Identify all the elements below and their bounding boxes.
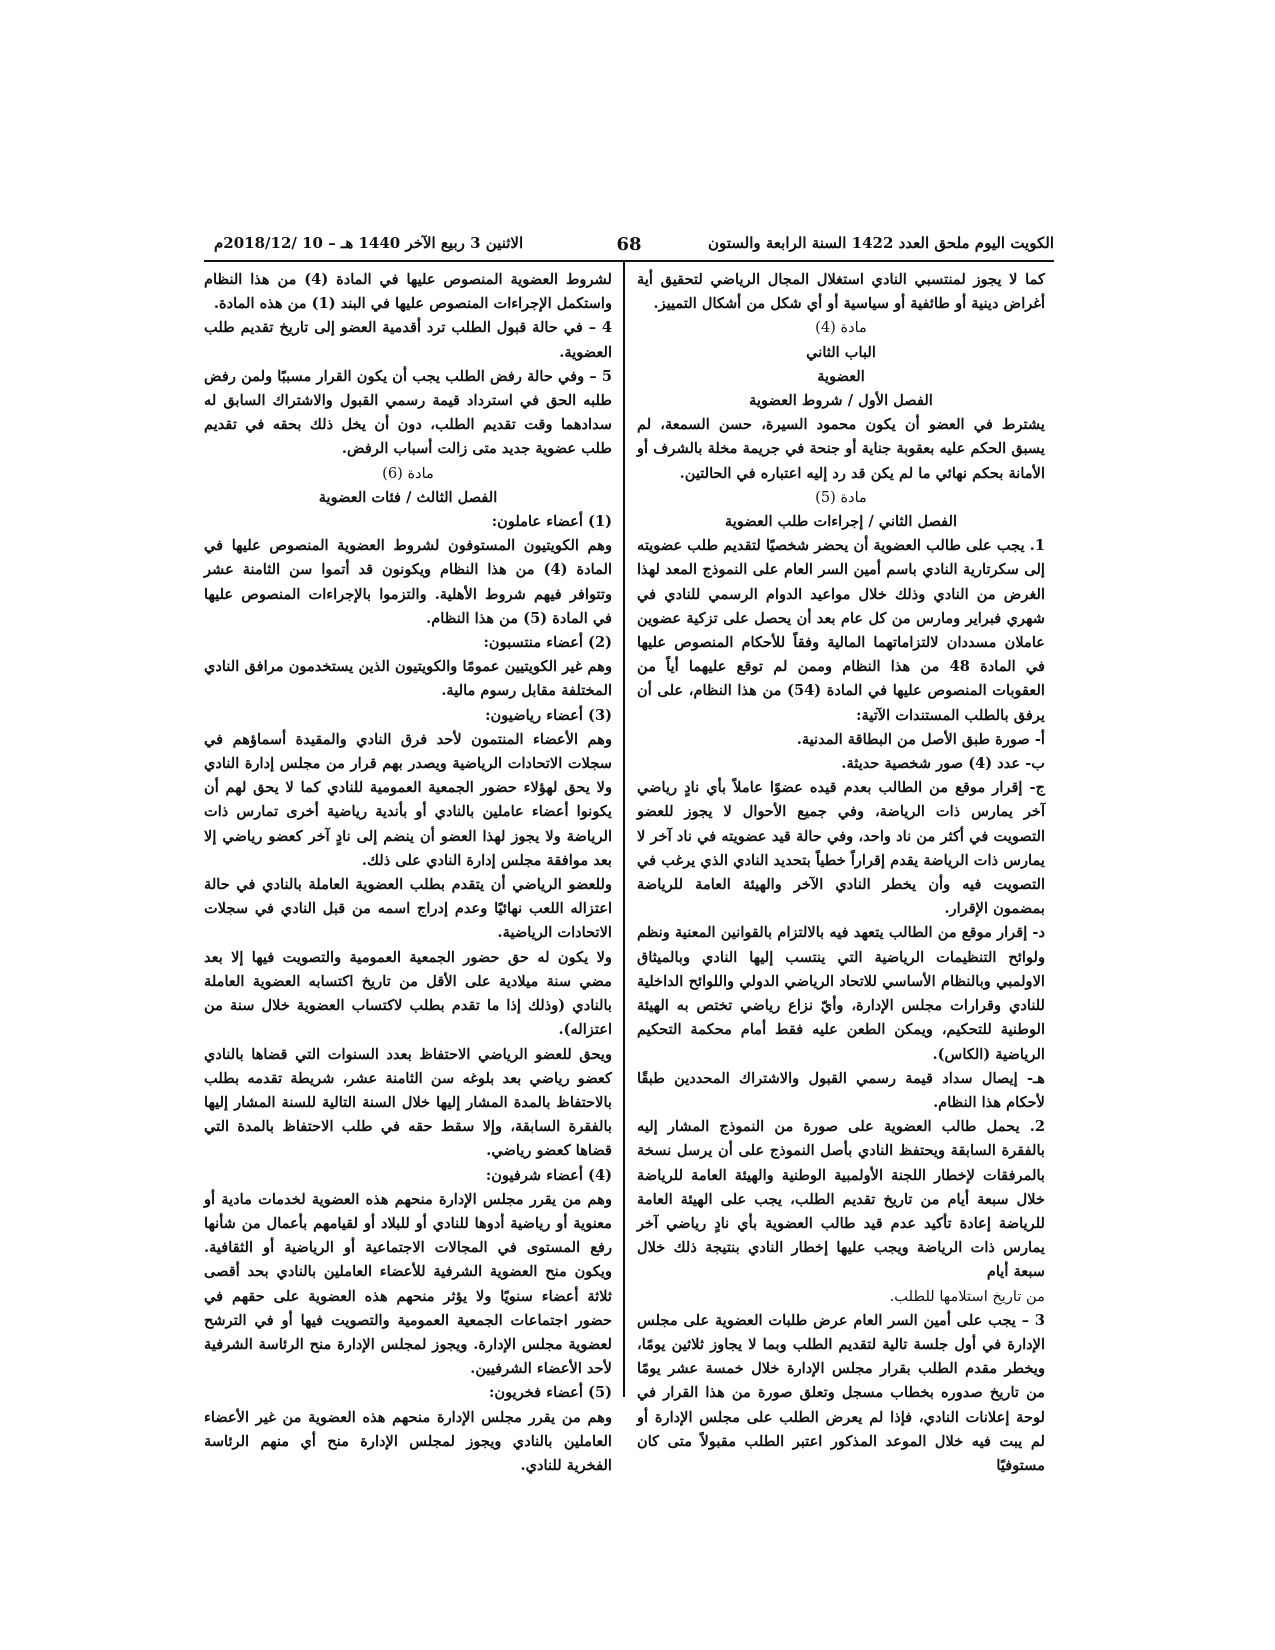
paragraph: 3 – يجب على أمين السر العام عرض طلبات العضوية على مجلس الإدارة في أول جلسة تالية لتقديم الطلب وبما لا يجاوز ثلاثين يومًا، ويخطر مقدم الطلب بقرار مجلس الإدارة خلال خمسة عشر يومًا من تاريخ صدوره بخطاب مسجل وتعلق صورة من هذا القرار في لوحة إعلانات النادي، فإذا لم يعرض الطلب على مجلس الإدارة أو لم يبت فيه خلال الموعد المذكور اعتبر الطلب مقبولاً متى كان مستوفيًا: [637, 1311, 1045, 1474]
left-column: [204, 268, 612, 1478]
paragraph: 5 – وفي حالة رفض الطلب يجب أن يكون القرار مسببًا ولمن رفض طلبه الحق في استرداد قيمة رسمي القبول والاشتراك السابق له سدادهما وقت تقديم الطلب، دون أن يخل ذلك بحقه في تقديم طلب عضوية جديد متى زالت أسباب الرفض.: [204, 367, 612, 458]
paragraph: العضوية: [817, 367, 865, 385]
paragraph: (2) أعضاء منتسبون:: [483, 634, 612, 652]
paragraph: لشروط العضوية المنصوص عليها في المادة (4) من هذا النظام واستكمل الإجراءات المنصوص عليها في البند (1) من هذه المادة.: [204, 271, 613, 313]
paragraph: 4 – في حالة قبول الطلب ترد أقدمية العضو إلى تاريخ تقديم طلب العضوية.: [204, 319, 612, 361]
paragraph: (3) أعضاء رياضيون:: [485, 706, 612, 724]
paragraph: ب- عدد (4) صور شخصية حديثة.: [841, 755, 1045, 773]
page-number: 68: [616, 234, 642, 255]
paragraph: د- إقرار موقع من الطالب يتعهد فيه بالالتزام بالقوانين المعنية ونظم ولوائح التنظيمات الرياضية التي ينتسب إليها النادي وبالميثاق الاولمبي وبالنظام الأساسي للاتحاد الرياضي الدولي واللوائح الداخلية للنادي وقرارات مجلس الإدارة، وأيّ نزاع رياضي تختص به الهيئة الوطنية للتحكيم، ويمكن الطعن عليه فقط أمام محكمة التحكيم الرياضية (الكاس).: [637, 924, 1045, 1063]
paragraph: (1) أعضاء عاملون:: [491, 513, 612, 531]
right-column: [637, 268, 1045, 1478]
paragraph: الفصل الأول / شروط العضوية: [749, 392, 933, 410]
paragraph: (4) أعضاء شرفيون:: [485, 1166, 612, 1184]
paragraph: الفصل الثاني / إجراءات طلب العضوية: [724, 513, 958, 531]
paragraph: كما لا يجوز لمنتسبي النادي استغلال المجال الرياضي لتحقيق أية أغراض دينية أو طائفية أو سياسية أو أي شكل من أشكال التمييز.: [637, 271, 1045, 313]
paragraph: وهم الأعضاء المنتمون لأحد فرق النادي والمقيدة أسماؤهم في سجلات الاتحادات الرياضية ويصدر بهم قرار من مجلس إدارة النادي ولا يحق لهؤلاء حضور الجمعية العمومية للنادي كما لا يحق لهم أن يكونوا أعضاء عاملين بالنادي أو بأندية رياضية أخرى تمارس ذات الرياضة ولا يجوز لهذا العضو أن ينضم إلى نادٍ آخر كعضو رياضي إلا بعد موافقة مجلس إدارة النادي على ذلك.: [204, 730, 612, 869]
paragraph: وهم الكويتيون المستوفون لشروط العضوية المنصوص عليها في المادة (4) من هذا النظام ويكونون قد أتموا سن الثامنة عشر وتتوافر فيهم شروط الأهلية. والتزموا بالإجراءات المنصوص عليها في المادة (5) من هذا النظام.: [204, 537, 613, 627]
header-date: الاثنين 3 ربيع الآخر 1440 هـ – 10 /2018/12م: [214, 234, 524, 252]
page-header: [204, 234, 1054, 260]
paragraph: 2. يحمل طالب العضوية على صورة من النموذج المشار إليه بالفقرة السابقة ويحتفظ النادي بأصل النموذج على أن يرسل نسخة بالمرفقات لإخطار اللجنة الأولمبية الوطنية والهيئة العامة للرياضة خلال سبعة أيام من تاريخ تقديم الطلب، يجب على الهيئة العامة للرياضة إعادة تأكيد عدم قيد طالب العضوية بأي نادٍ رياضي آخر يمارس ذات الرياضة ويجب عليها إخطار النادي بنتيجة ذلك خلال سبعة أيام: [637, 1118, 1045, 1281]
paragraph: يشترط في العضو أن يكون محمود السيرة، حسن السمعة، لم يسبق الحكم عليه بعقوبة جناية أو جنحة في جريمة مخلة بالشرف أو الأمانة بحكم نهائي ما لم يكن قد رد إليه اعتباره في الحالتين.: [637, 416, 1045, 482]
paragraph: مادة (5): [815, 488, 867, 506]
paragraph: ويحق للعضو الرياضي الاحتفاظ بعدد السنوات التي قضاها بالنادي كعضو رياضي بعد بلوغه سن الثامنة عشر، شريطة تقدمه بطلب بالاحتفاظ بالمدة المشار إليها خلال السنة التالية للسنة المشار إليها بالفقرة السابقة، وإلا سقط حقه في طلب الاحتفاظ بالمدة التي قضاها كعضو رياضي.: [204, 1045, 612, 1160]
paragraph: وهم من يقرر مجلس الإدارة منحهم هذه العضوية لخدمات مادية أو معنوية أو رياضية أدوها للنادي أو للبلاد أو لقيامهم بأعمال من شأنها رفع المستوى في المجالات الاجتماعية أو الرياضية أو الثقافية. ويكون منح العضوية الشرفية للأعضاء العاملين بالنادي بحد أقصى ثلاثة أعضاء سنويًا ولا يؤثر منحهم هذه العضوية على حقهم في حضور اجتماعات الجمعية العمومية والتصويت فيها أو في الترشح لعضوية مجلس الإدارة. ويجوز لمجلس الإدارة منح الرئاسة الشرفية لأحد الأعضاء الشرفيين.: [204, 1190, 612, 1378]
header-publication: الكويت اليوم ملحق العدد 1422 السنة الرابعة والستون: [708, 234, 1054, 252]
paragraph: (5) أعضاء فخريون:: [488, 1384, 612, 1402]
paragraph: 1. يجب على طالب العضوية أن يحضر شخصيًا لتقديم طلب عضويته إلى سكرتارية النادي باسم أمين السر العام على النموذج المعد لهذا الغرض من النادي وذلك خلال مواعيد الدوام الرسمي للنادي في شهري فبراير ومارس من كل عام بعد أن يحصل على تزكية عضوين عاملان مسددان لالتزاماتهما المالية وفقاً للأحكام المنصوص عليها في المادة 48 من هذا النظام وممن لم توقع عليهما أياً من العقوبات المنصوص عليها في المادة (54) من هذا النظام، على أن يرفق بالطلب المستندات الآتية:: [637, 537, 1045, 724]
paragraph: مادة (6): [382, 464, 434, 482]
paragraph: وهم من يقرر مجلس الإدارة منحهم هذه العضوية من غير الأعضاء العاملين بالنادي ويجوز لمجلس الإدارة منح أي منهم الرئاسة الفخرية للنادي.: [204, 1408, 612, 1474]
paragraph: وللعضو الرياضي أن يتقدم بطلب العضوية العاملة بالنادي في حالة اعتزاله اللعب نهائيًا وعدم إدراج اسمه من قبل النادي في سجلات الاتحادات الرياضية.: [204, 876, 612, 942]
paragraph: ولا يكون له حق حضور الجمعية العمومية والتصويت فيها إلا بعد مضي سنة ميلادية على الأقل من تاريخ اكتسابه العضوية العاملة بالنادي (وذلك إذا ما تقدم بطلب لاكتساب العضوية خلال سنة من اعتزاله).: [204, 948, 612, 1039]
header-rule: [204, 260, 1054, 262]
paragraph: الباب الثاني: [806, 343, 876, 361]
paragraph: مادة (4): [815, 319, 867, 337]
paragraph: ج- إقرار موقع من الطالب بعدم قيده عضوًا عاملاً بأي نادٍ رياضي آخر يمارس ذات الرياضة، وفي جميع الأحوال لا يجوز للعضو التصويت في أكثر من ناد واحد، وفي حالة قيد عضويته في ناد آخر لا يمارس ذات الرياضة يقدم إقراراً خطياً بتحديد النادي الذي يرغب في التصويت فيه وأن يخطر النادي الآخر والهيئة العامة للرياضة بمضمون الإقرار.: [637, 779, 1045, 918]
paragraph: من تاريخ استلامها للطلب.: [889, 1287, 1045, 1305]
paragraph: وهم غير الكويتيين عمومًا والكويتيون الذين يستخدمون مرافق النادي المختلفة مقابل رسوم مالية.: [204, 658, 612, 700]
column-divider: [623, 262, 625, 1397]
paragraph: أ- صورة طبق الأصل من البطاقة المدنية.: [796, 730, 1045, 748]
paragraph: هـ- إيصال سداد قيمة رسمي القبول والاشتراك المحددين طبقًا لأحكام هذا النظام.: [637, 1069, 1045, 1111]
paragraph: الفصل الثالث / فئات العضوية: [318, 488, 498, 506]
